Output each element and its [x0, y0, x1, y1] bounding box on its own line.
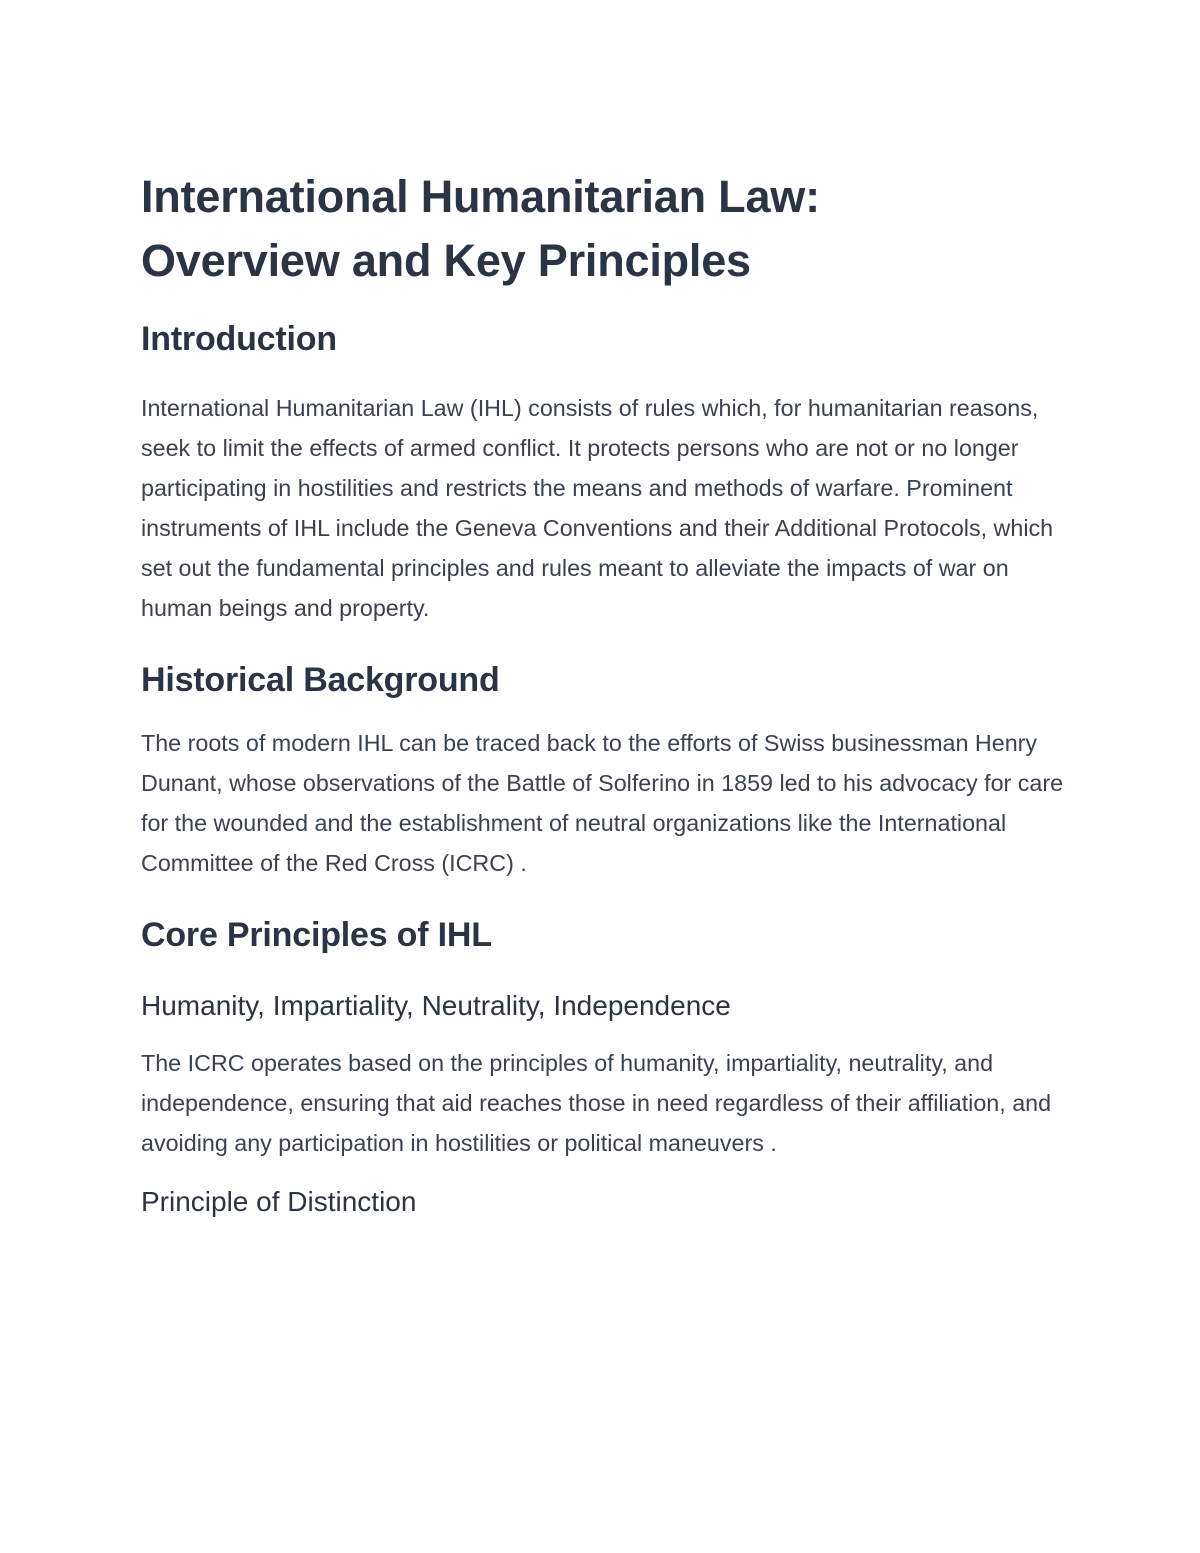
document-page [141, 165, 1066, 1221]
section-heading-historical-background: Historical Background [141, 661, 500, 699]
section-body-introduction: International Humanitarian Law (IHL) consists of rules which, for humanitarian reasons, seek to limit the effects of armed conflict. It protects persons who are not or no longer participating in hostilities and restricts the means and methods of warfare. Prominent instruments of IHL include the Geneva Conventions and their Additional Protocols, which set out the fundamental principles and rules meant to alleviate the impacts of war on human beings and property. [141, 395, 1054, 621]
document-title-line-1: International Humanitarian Law: [141, 171, 820, 222]
subsection-heading-distinction: Principle of Distinction [141, 1186, 417, 1217]
document-title [141, 165, 1066, 293]
document-title-line-2: Overview and Key Principles [141, 235, 751, 286]
section-body-historical-background: The roots of modern IHL can be traced back to the efforts of Swiss businessman Henry Dunant, whose observations of the Battle of Solferino in 1859 led to his advocacy for care for the wounded and the establishment of neutral organizations like the International Committee of the Red Cross (ICRC) . [141, 730, 1064, 876]
subsection-heading-humanity: Humanity, Impartiality, Neutrality, Independence [141, 990, 731, 1021]
subsection-body-humanity: The ICRC operates based on the principles of humanity, impartiality, neutrality, and independence, ensuring that aid reaches those in need regardless of their affiliation, and avoiding any participation in hostilities or political maneuvers . [141, 1050, 1052, 1156]
section-heading-introduction: Introduction [141, 320, 337, 358]
section-heading-core-principles: Core Principles of IHL [141, 916, 492, 954]
